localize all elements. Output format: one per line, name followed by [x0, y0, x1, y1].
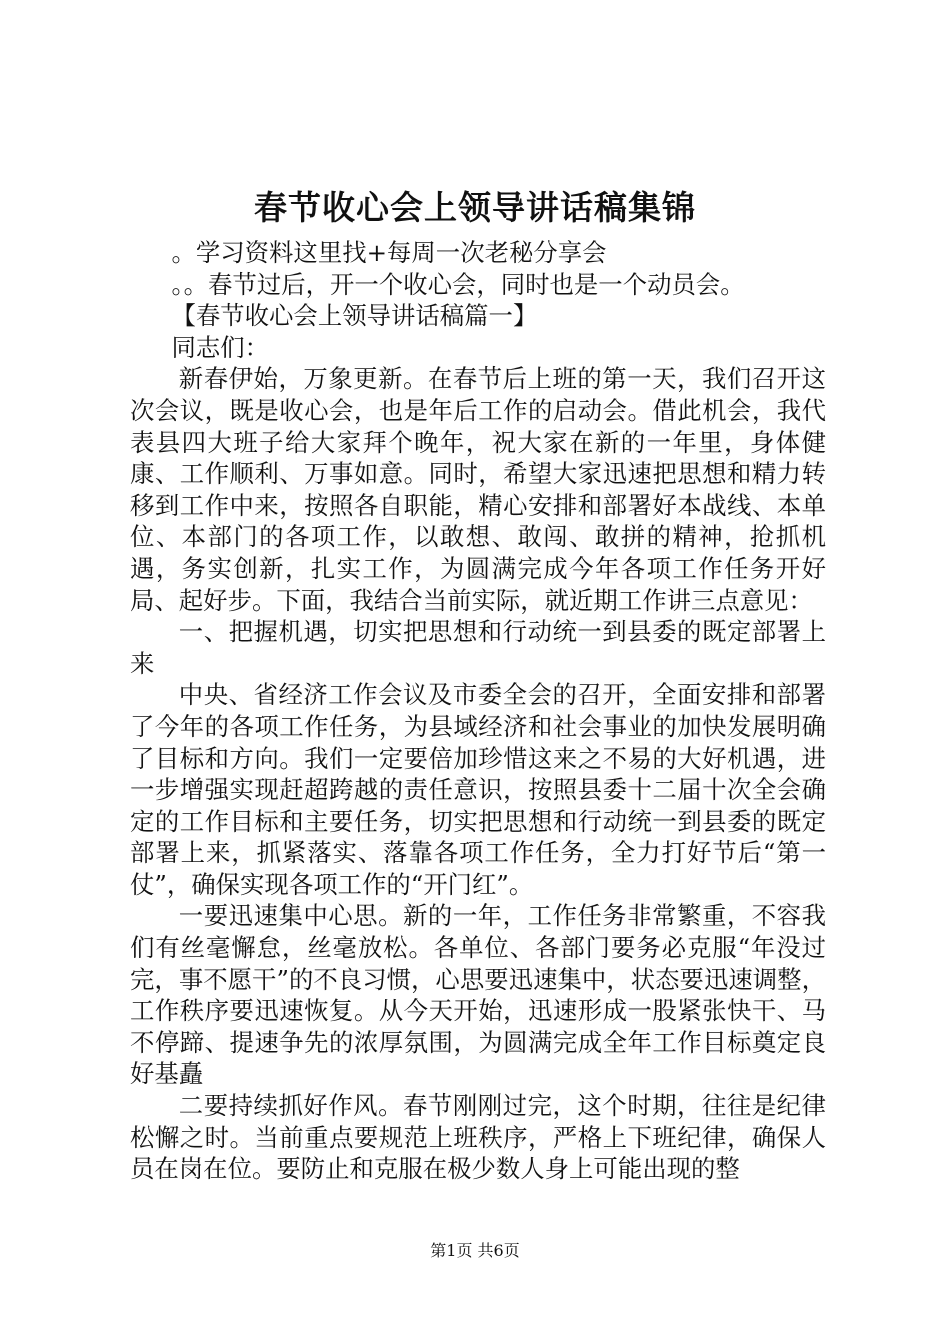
point-heading: 一、把握机遇，切实把思想和行动统一到县委的既定部署上来 — [130, 617, 826, 678]
salutation: 同志们： — [171, 332, 270, 362]
section-heading: 【春节收心会上领导讲话稿篇一】 — [171, 301, 538, 331]
body-paragraph: 一要迅速集中心思。新的一年，工作任务非常繁重，不容我们有丝毫懈怠，丝毫放松。各单位、各部门要务必克服“年没过完，事不愿干”的不良习惯，心思要迅速集中，状态要迅速调整，工作秩序要迅速恢复。从今天开始，迅速形成一股紧张快干、马不停蹄、提速争先的浓厚氛围，为圆满完成全年工作目标奠定良好基矗 — [130, 901, 826, 1089]
page-number-footer: 第1页 共6页 — [430, 1241, 520, 1260]
intro-line: 。。春节过后，开一个收心会，同时也是一个动员会。 — [171, 269, 745, 299]
intro-line: 。学习资料这里找+每周一次老秘分享会 — [171, 238, 607, 267]
body-paragraph: 新春伊始，万象更新。在春节后上班的第一天，我们召开这次会议，既是收心会，也是年后工作的启动会。借此机会，我代表县四大班子给大家拜个晚年，祝大家在新的一年里，身体健康、工作顺利、万事如意。同时，希望大家迅速把思想和精力转移到工作中来，按照各自职能，精心安排和部署好本战线、本单位、本部门的各项工作，以敢想、敢闯、敢拼的精神，抢抓机遇，务实创新，扎实工作，为圆满完成今年各项工作任务开好局、起好步。下面，我结合当前实际，就近期工作讲三点意见： — [130, 364, 826, 615]
document-title: 春节收心会上领导讲话稿集锦 — [254, 188, 696, 227]
body-paragraph: 中央、省经济工作会议及市委全会的召开，全面安排和部署了今年的各项工作任务，为县域经济和社会事业的加快发展明确了目标和方向。我们一定要倍加珍惜这来之不易的大好机遇，进一步增强实现赶超跨越的责任意识，按照县委十二届十次全会确定的工作目标和主要任务，切实把思想和行动统一到县委的既定部署上来，抓紧落实、落靠各项工作任务，全力打好节后“第一仗”，确保实现各项工作的“开门红”。 — [130, 680, 826, 899]
document-body — [130, 237, 826, 1185]
body-paragraph: 二要持续抓好作风。春节刚刚过完，这个时期，往往是纪律松懈之时。当前重点要规范上班秩序，严格上下班纪律，确保人员在岗在位。要防止和克服在极少数人身上可能出现的整 — [130, 1091, 826, 1184]
